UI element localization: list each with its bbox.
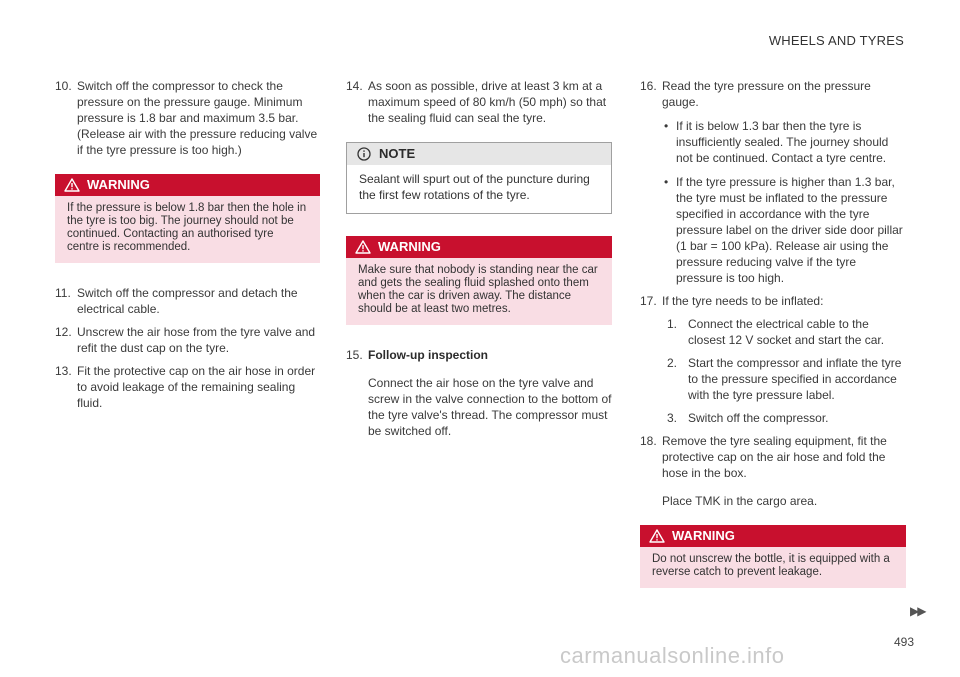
step-number: 14. bbox=[346, 79, 363, 93]
info-circle-icon bbox=[356, 147, 372, 161]
warning-box-pressure bbox=[55, 174, 320, 263]
warning-header bbox=[346, 236, 612, 258]
column-1 bbox=[55, 78, 320, 418]
section-title: WHEELS AND TYRES bbox=[768, 33, 904, 48]
substep-3 bbox=[662, 410, 906, 426]
continue-arrow-icon: ▶▶ bbox=[910, 604, 925, 618]
step-number: 13. bbox=[55, 364, 72, 378]
step-13 bbox=[55, 363, 320, 411]
column-2 bbox=[346, 78, 612, 446]
bullet-icon: • bbox=[664, 175, 669, 189]
page-number: 493 bbox=[894, 635, 915, 649]
note-box bbox=[346, 142, 612, 214]
step-number: 17. bbox=[640, 294, 657, 308]
bullet-text: If the tyre pressure is higher than 1.3 bar, the tyre must be inflated to the pressure specified in accordance with the tyre pressure label on the driver side door pillar (1 bar = 100 kPa). Release air using the pressure reducing valve if the tyre pressure is too high. bbox=[676, 175, 903, 285]
step-text: Fit the protective cap on the air hose in order to avoid leakage of the remaining sealing fluid. bbox=[77, 364, 316, 410]
warning-header bbox=[640, 525, 906, 547]
step-11 bbox=[55, 285, 320, 317]
warning-title: WARNING bbox=[378, 239, 441, 254]
warning-text: Make sure that nobody is standing near the car and gets the sealing fluid splashed onto them when the car is driven away. The distance should be at least two metres. bbox=[358, 264, 598, 315]
step-text: Switch off the compressor to check the pressure on the pressure gauge. Minimum pressure is 1.8 bar and maximum 3.5 bar. (Release air with the pressure reducing valve if the tyre pressure is too high.) bbox=[77, 79, 318, 157]
note-text: Sealant will spurt out of the puncture during the first few rotations of the tyre. bbox=[359, 172, 590, 202]
step-17 bbox=[640, 293, 906, 426]
warning-box-bystanders bbox=[346, 236, 612, 325]
step-text: Connect the air hose on the tyre valve and screw in the valve connection to the bottom of the tyre valve's thread. The compressor must be switched off. bbox=[368, 376, 612, 438]
step-number: 15. bbox=[346, 348, 363, 362]
list-item bbox=[662, 118, 906, 166]
step-12 bbox=[55, 324, 320, 356]
step-15 bbox=[346, 347, 612, 439]
substep-text: Start the compressor and inflate the tyre to the pressure specified in accordance with the tyre pressure label. bbox=[688, 356, 902, 402]
warning-header bbox=[55, 174, 320, 196]
step-text: If the tyre needs to be inflated: bbox=[662, 294, 824, 308]
step-10 bbox=[55, 78, 320, 158]
step-14 bbox=[346, 78, 612, 126]
warning-triangle-icon bbox=[64, 178, 80, 192]
bullet-icon: • bbox=[664, 119, 669, 133]
step-number: 10. bbox=[55, 79, 72, 93]
substep-number: 3. bbox=[667, 411, 678, 425]
step-paragraph: Place TMK in the cargo area. bbox=[662, 494, 818, 508]
warning-text: If the pressure is below 1.8 bar then the hole in the tyre is too big. The journey should not be continued. Contacting an authorised tyre centre is recommended. bbox=[67, 202, 307, 253]
step-text: Unscrew the air hose from the tyre valve and refit the dust cap on the tyre. bbox=[77, 325, 316, 355]
step-number: 12. bbox=[55, 325, 72, 339]
column-3 bbox=[640, 78, 906, 610]
warning-box-bottle bbox=[640, 525, 906, 588]
warning-title: WARNING bbox=[672, 528, 735, 543]
step-text: Remove the tyre sealing equipment, fit the protective cap on the air hose and fold the hose in the box. bbox=[662, 434, 887, 480]
warning-title: WARNING bbox=[87, 177, 150, 192]
substep-text: Connect the electrical cable to the closest 12 V socket and start the car. bbox=[688, 317, 885, 347]
step-text: As soon as possible, drive at least 3 km at a maximum speed of 80 km/h (50 mph) so that the sealing fluid can seal the tyre. bbox=[368, 79, 607, 125]
step-number: 11. bbox=[55, 286, 71, 300]
warning-triangle-icon bbox=[649, 529, 665, 543]
step-text: Read the tyre pressure on the pressure gauge. bbox=[662, 79, 871, 109]
substep-2 bbox=[662, 355, 906, 403]
step-number: 18. bbox=[640, 434, 657, 448]
substep-number: 2. bbox=[667, 356, 678, 370]
warning-text: Do not unscrew the bottle, it is equipped with a reverse catch to prevent leakage. bbox=[652, 553, 890, 578]
step-number: 16. bbox=[640, 79, 657, 93]
note-header bbox=[347, 143, 611, 165]
step-text: Switch off the compressor and detach the electrical cable. bbox=[77, 286, 298, 316]
step-18 bbox=[640, 433, 906, 509]
substep-number: 1. bbox=[667, 317, 678, 331]
bullet-text: If it is below 1.3 bar then the tyre is insufficiently sealed. The journey should not be continued. Contact a tyre centre. bbox=[676, 119, 889, 165]
substep-1 bbox=[662, 316, 906, 348]
note-title: NOTE bbox=[379, 146, 416, 161]
list-item bbox=[662, 174, 906, 286]
step-16 bbox=[640, 78, 906, 286]
step-title: Follow-up inspection bbox=[368, 348, 488, 362]
watermark: carmanualsonline.info bbox=[560, 643, 785, 668]
warning-triangle-icon bbox=[355, 240, 371, 254]
substep-text: Switch off the compressor. bbox=[688, 411, 829, 425]
